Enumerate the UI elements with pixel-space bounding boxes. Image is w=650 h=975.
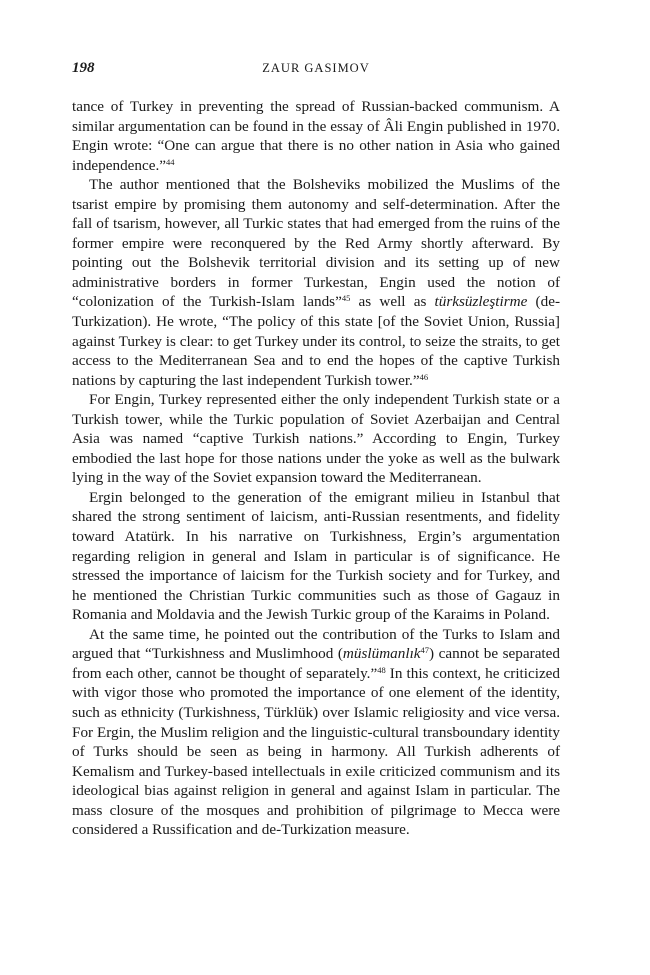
page-number: 198 [72,60,95,76]
paragraph [72,390,560,488]
text-run: For Engin, Turkey represented either the only independent Turkish state or a Turkish tower, while the Turkic population of Soviet Azerbaijan and Central Asia was named “captive Turkish nations.” According to Engin, Turkey embodied the last hope for those nations under the yoke as well as the bulwark lying in the way of the Soviet expansion toward the Mediterranean. [72,391,560,487]
italic-term: türksüzleştirme [434,293,528,311]
footnote-ref: 44 [166,156,175,167]
text-run: (de-Turkization). He wrote, “The policy of this state [of the Soviet Union, Russia] against Turkey is clear: to get Turkey under its control, to seize the straits, to get access to the Mediterranean Sea and to end the hopes of the captive Turkish nations by capturing the last independent Turkish tower.” [72,293,561,389]
text-run: In this context, he criticized with vigor those who promoted the importance of one element of the identity, such as ethnicity (Turkishness, Türklük) over Islamic religiosity and vice versa. For Ergin, the Muslim religion and the linguistic-cultural transboundary identity of Turks should be seen as being in harmony. All Turkish adherents of Kemalism and Turkey-based intellectuals in exile criticized communism and its ideological bias against religion in general and against Islam in particular. The mass closure of the mosques and prohibition of pilgrimage to Mecca were considered a Russification and de-Turkization measure. [72,664,561,839]
running-head: ZAUR GASIMOV [262,61,370,75]
paragraph [72,488,560,625]
text-run: as well as [350,293,435,311]
footnote-ref: 47 [420,645,430,656]
text-run: Ergin belonged to the generation of the emigrant milieu in Istanbul that shared the strong sentiment of laicism, anti-Russian resentments, and fidelity toward Atatürk. In his narrative on Turkishness, Ergin’s argumentation regarding religion in general and Islam in particular is of significance. He stressed the importance of laicism for the Turkish society and for Turkey, and he mentioned the Christian Turkic communities such as those of Gagauz in Romania and Moldavia and the Jewish Turkic group of the Karaims in Poland. [72,488,560,624]
text-run: tance of Turkey in preventing the spread of Russian-backed communism. A similar argumentation can be found in the essay of Âli Engin published in 1970. Engin wrote: “One can argue that there is no other nation in Asia who gained independence.” [72,98,560,174]
paragraph [72,175,560,390]
page-header [72,60,560,80]
footnote-ref: 48 [377,664,386,675]
text-run: The author mentioned that the Bolsheviks mobilized the Muslims of the tsarist empire by promising them autonomy and self-determination. After the fall of tsarism, however, all Turkic states that had emerged from the ruins of the former empire were reconquered by the Red Army shortly afterward. By pointing out the Bolshevik territorial division and its setting up of new administrative borders in former Turkestan, Engin used the notion of “colonization of the Turkish-Islam lands” [72,176,560,311]
italic-term: müslümanlık [342,645,421,663]
footnote-ref: 45 [341,293,351,304]
paragraph [72,97,560,175]
text-run: ) cannot be separated from each other, cannot be thought of separately.” [72,645,560,682]
text-run: At the same time, he pointed out the contribution of the Turks to Islam and argued that “Turkishness and Muslimhood ( [72,625,560,663]
body-text [72,97,560,840]
paragraph [72,625,560,840]
footnote-ref: 46 [419,371,429,382]
